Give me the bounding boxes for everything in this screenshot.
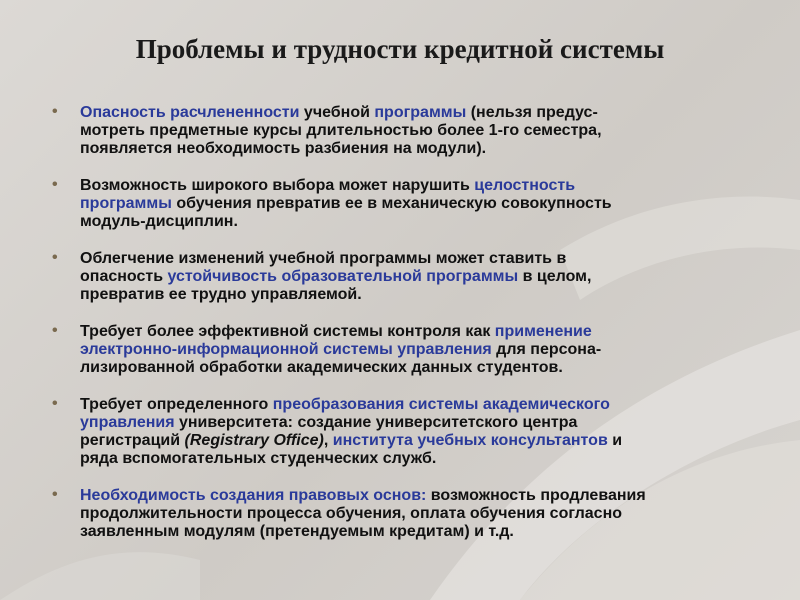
bullet-icon: •: [52, 249, 58, 266]
bullet-icon: •: [52, 176, 58, 193]
list-item: • Опасность расчлененности учебной программы (нельзя предус- мотреть предметные курсы длительностью более 1-го семестра, появляется необходимость разбиения на модули).: [52, 103, 602, 157]
bullet-icon: •: [52, 322, 58, 339]
bullet-icon: •: [52, 103, 58, 120]
bullet-icon: •: [52, 486, 58, 503]
list-item: • Требует определенного преобразования системы академического управления университета: создание университетского центра регистраций (Registrary Office), института учебных консультантов и ряда вспомогательных студенческих служб.: [52, 395, 623, 467]
bullet-icon: •: [52, 395, 58, 412]
page-title: Проблемы и трудности кредитной системы: [135, 34, 665, 64]
bullet-list: [50, 104, 740, 560]
list-item: • Требует более эффективной системы контроля как применение электронно-информационной системы управления для персона- лизированной обработки академических данных студентов.: [52, 322, 602, 376]
list-item: • Необходимость создания правовых основ: возможность продлевания продолжительности процесса обучения, оплата обучения согласно заявленным модулям (претендуемым кредитам) и т.д.: [52, 486, 646, 540]
list-item: • Облегчение изменений учебной программы может ставить в опасность устойчивость образовательной программы в целом, превратив ее трудно управляемой.: [52, 249, 592, 303]
list-item: • Возможность широкого выбора может нарушить целостность программы обучения превратив ее в механическую совокупность модуль-дисциплин.: [52, 176, 612, 230]
